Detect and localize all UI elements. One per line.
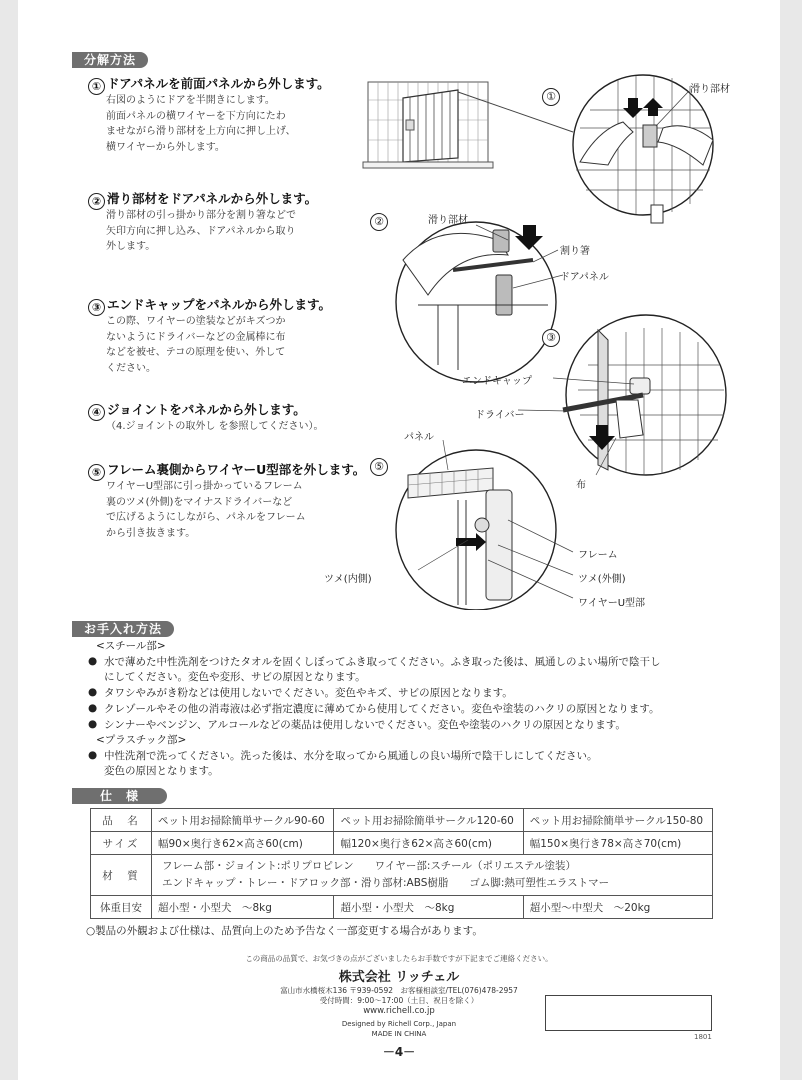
care-line: にしてください。変色や変形、サビの原因となります。 <box>104 671 366 683</box>
disassembly-header: 分解方法 <box>72 52 148 68</box>
care-bullet: ● <box>88 702 98 714</box>
step-3-title-text: エンドキャップをパネルから外します。 <box>107 297 332 312</box>
spec-note: ○製品の外観および仕様は、品質向上のため予告なく一部変更する場合があります。 <box>86 925 483 937</box>
figure-3-circle <box>566 315 726 475</box>
plastic-heading: <プラスチック部> <box>96 734 187 746</box>
care-bullet: ● <box>88 686 98 698</box>
door-panel-part-icon <box>496 275 512 315</box>
care-header: お手入れ方法 <box>72 621 174 637</box>
table-cell: 超小型・小型犬 ～8kg <box>152 896 334 919</box>
care-item-steel-4: シンナーやベンジン、アルコールなどの薬品は使用しないでください。変色や塗装のハクリの原因となります。 <box>104 719 626 731</box>
care-item-steel-3: クレゾールやその他の消毒液は必ず指定濃度に薄めてから使用してください。変色や塗装のハクリの原因となります。 <box>104 703 660 715</box>
step-1-line: 横ワイヤーから外します。 <box>106 141 225 153</box>
step-1-title <box>88 74 330 95</box>
table-cell-material <box>152 855 713 896</box>
table-cell: 幅120×奥行き62×高さ60(cm) <box>334 832 523 855</box>
step-1-number: ① <box>88 78 105 95</box>
care-line: 水で薄めた中性洗剤をつけたタオルを固くしぼってふき取ってください。ふき取った後は、風通しのよい場所で陰干し <box>104 656 661 668</box>
company-name: 株式会社 リッチェル <box>338 970 460 985</box>
spec-row-header: サイズ <box>91 832 152 855</box>
step-4-title-text: ジョイントをパネルから外します。 <box>107 402 306 417</box>
step-1-line: 前面パネルの横ワイヤーを下方向にたわ <box>106 110 286 122</box>
step-5-number: ⑤ <box>88 464 105 481</box>
cloth-icon <box>616 400 643 438</box>
figure-2-label-chopstick: 割り箸 <box>560 246 590 257</box>
table-row <box>91 855 713 896</box>
table-row <box>91 896 713 919</box>
care-item-steel-1 <box>104 655 661 685</box>
figure-1-number: ① <box>542 88 560 106</box>
reception-hours: 受付時間：9:00～17:00（土日、祝日を除く） <box>319 996 479 1005</box>
step-2-title <box>88 189 317 210</box>
step-4-title <box>88 400 306 421</box>
care-item-plastic-1 <box>104 749 598 779</box>
step-5-line: 裏のツメ(外側)をマイナスドライバーなど <box>106 496 293 508</box>
table-cell: 幅150×奥行き78×高さ70(cm) <box>523 832 712 855</box>
table-cell: 超小型・小型犬 ～8kg <box>334 896 523 919</box>
table-row <box>91 809 713 832</box>
step-2-line: 矢印方向に押し込み、ドアパネルから取り <box>106 225 296 237</box>
figure-5-label-wire-u: ワイヤーU型部 <box>578 598 646 609</box>
step-3-line: ください。 <box>106 362 156 374</box>
step-2-number: ② <box>88 193 105 210</box>
step-2-line: 外します。 <box>106 241 156 252</box>
step-3-line: この際、ワイヤーの塗装などがキズつか <box>106 316 286 327</box>
slide-part-top-icon <box>493 230 509 252</box>
table-cell: 幅90×奥行き62×高さ60(cm) <box>152 832 334 855</box>
step-4-line: （4.ジョイントの取外し を参照してください）。 <box>106 421 324 432</box>
print-code: 1801 <box>694 1033 712 1041</box>
figure-5-number: ⑤ <box>370 458 388 476</box>
page-number: －4－ <box>382 1045 416 1059</box>
figure-2-label-door-panel: ドアパネル <box>560 272 609 283</box>
material-line: エンドキャップ・トレー・ドアロック部・滑り部材:ABS樹脂 ゴム脚:熱可塑性エラストマー <box>162 877 610 889</box>
figure-2-label-slide: 滑り部材 <box>428 215 468 226</box>
spec-row-header: 品 名 <box>91 809 152 832</box>
step-2-line: 滑り部材の引っ掛かり部分を割り箸などで <box>106 210 296 221</box>
step-5-line: から引き抜きます。 <box>106 527 196 539</box>
step-4-body <box>106 419 324 435</box>
company-address: 富山市水橋桜木136 〒939-0592 お客様相談室/TEL(076)478-2957 <box>280 986 518 995</box>
step-5-line: で広げるようにしながら、パネルをフレーム <box>106 512 306 523</box>
step-4-number: ④ <box>88 404 105 421</box>
end-cap-icon <box>630 378 650 394</box>
figure-3-label-end-cap: エンドキャップ <box>462 376 532 387</box>
material-line: フレーム部・ジョイント:ポリプロピレン ワイヤー部:スチール（ポリエステル塗装） <box>162 860 577 872</box>
step-3-title <box>88 295 331 316</box>
table-cell: 超小型～中型犬 ～20kg <box>523 896 712 919</box>
care-line: 変色の原因となります。 <box>104 765 219 777</box>
inquiry-text: この商品の品質で、お気づきの点がございましたらお手数ですが下記までご連絡ください。 <box>245 954 553 963</box>
step-2-title-text: 滑り部材をドアパネルから外します。 <box>107 191 318 206</box>
step-1-line: ませながら滑り部材を上方向に押し上げ、 <box>106 126 296 137</box>
step-2-body <box>106 208 296 255</box>
step-3-body <box>106 314 286 376</box>
spec-row-header: 材 質 <box>91 855 152 896</box>
spec-table <box>90 808 713 919</box>
table-row <box>91 832 713 855</box>
care-bullet: ● <box>88 749 98 761</box>
step-5-title-text: フレーム裏側からワイヤーU型部を外します。 <box>107 462 366 477</box>
figure-5-label-frame: フレーム <box>578 550 618 561</box>
figure-3-label-cloth: 布 <box>576 480 586 491</box>
manual-page <box>18 0 780 1080</box>
spec-header: 仕 様 <box>72 788 167 804</box>
spec-row-header: 体重目安 <box>91 896 152 919</box>
figure-1-label-slide: 滑り部材 <box>690 84 730 95</box>
steel-heading: <スチール部> <box>96 640 166 652</box>
figure-5-label-claw-inner: ツメ(内側) <box>324 574 372 585</box>
figure-5-label-claw-outer: ツメ(外側) <box>578 574 626 585</box>
step-1-line: 右図のようにドアを半開きにします。 <box>106 95 275 106</box>
table-cell: ペット用お掃除簡単サークル150-80 <box>523 809 712 832</box>
step-5-line: ワイヤーU型部に引っ掛かっているフレーム <box>106 481 303 492</box>
table-cell: ペット用お掃除簡単サークル120-60 <box>334 809 523 832</box>
step-1-title-text: ドアパネルを前面パネルから外します。 <box>107 76 330 91</box>
slide-part-icon <box>643 125 657 147</box>
care-line: 中性洗剤で洗ってください。洗った後は、水分を取ってから風通しの良い場所で陰干しにしてください。 <box>104 750 598 762</box>
stamp-box <box>545 995 712 1031</box>
step-1-body <box>106 93 296 155</box>
made-in: MADE IN CHINA <box>371 1030 427 1038</box>
designed-by: Designed by Richell Corp., Japan <box>341 1020 457 1028</box>
website-link[interactable]: www.richell.co.jp <box>363 1006 435 1016</box>
table-cell: ペット用お掃除簡単サークル90-60 <box>152 809 334 832</box>
figure-2-number: ② <box>370 213 388 231</box>
step-3-number: ③ <box>88 299 105 316</box>
step-5-body <box>106 479 306 541</box>
figure-5-label-panel: パネル <box>404 432 434 443</box>
step-3-line: などを被せ、テコの原理を使い、外して <box>106 347 286 358</box>
care-bullet: ● <box>88 718 98 730</box>
care-item-steel-2: タワシやみがき粉などは使用しないでください。変色やキズ、サビの原因となります。 <box>104 687 513 699</box>
step-5-title <box>88 460 365 481</box>
figure-3-label-screwdriver: ドライバー <box>475 410 525 421</box>
step-3-line: ないようにドライバーなどの金属棒に布 <box>106 331 286 343</box>
care-bullet: ● <box>88 655 98 667</box>
figure-3-number: ③ <box>542 329 560 347</box>
